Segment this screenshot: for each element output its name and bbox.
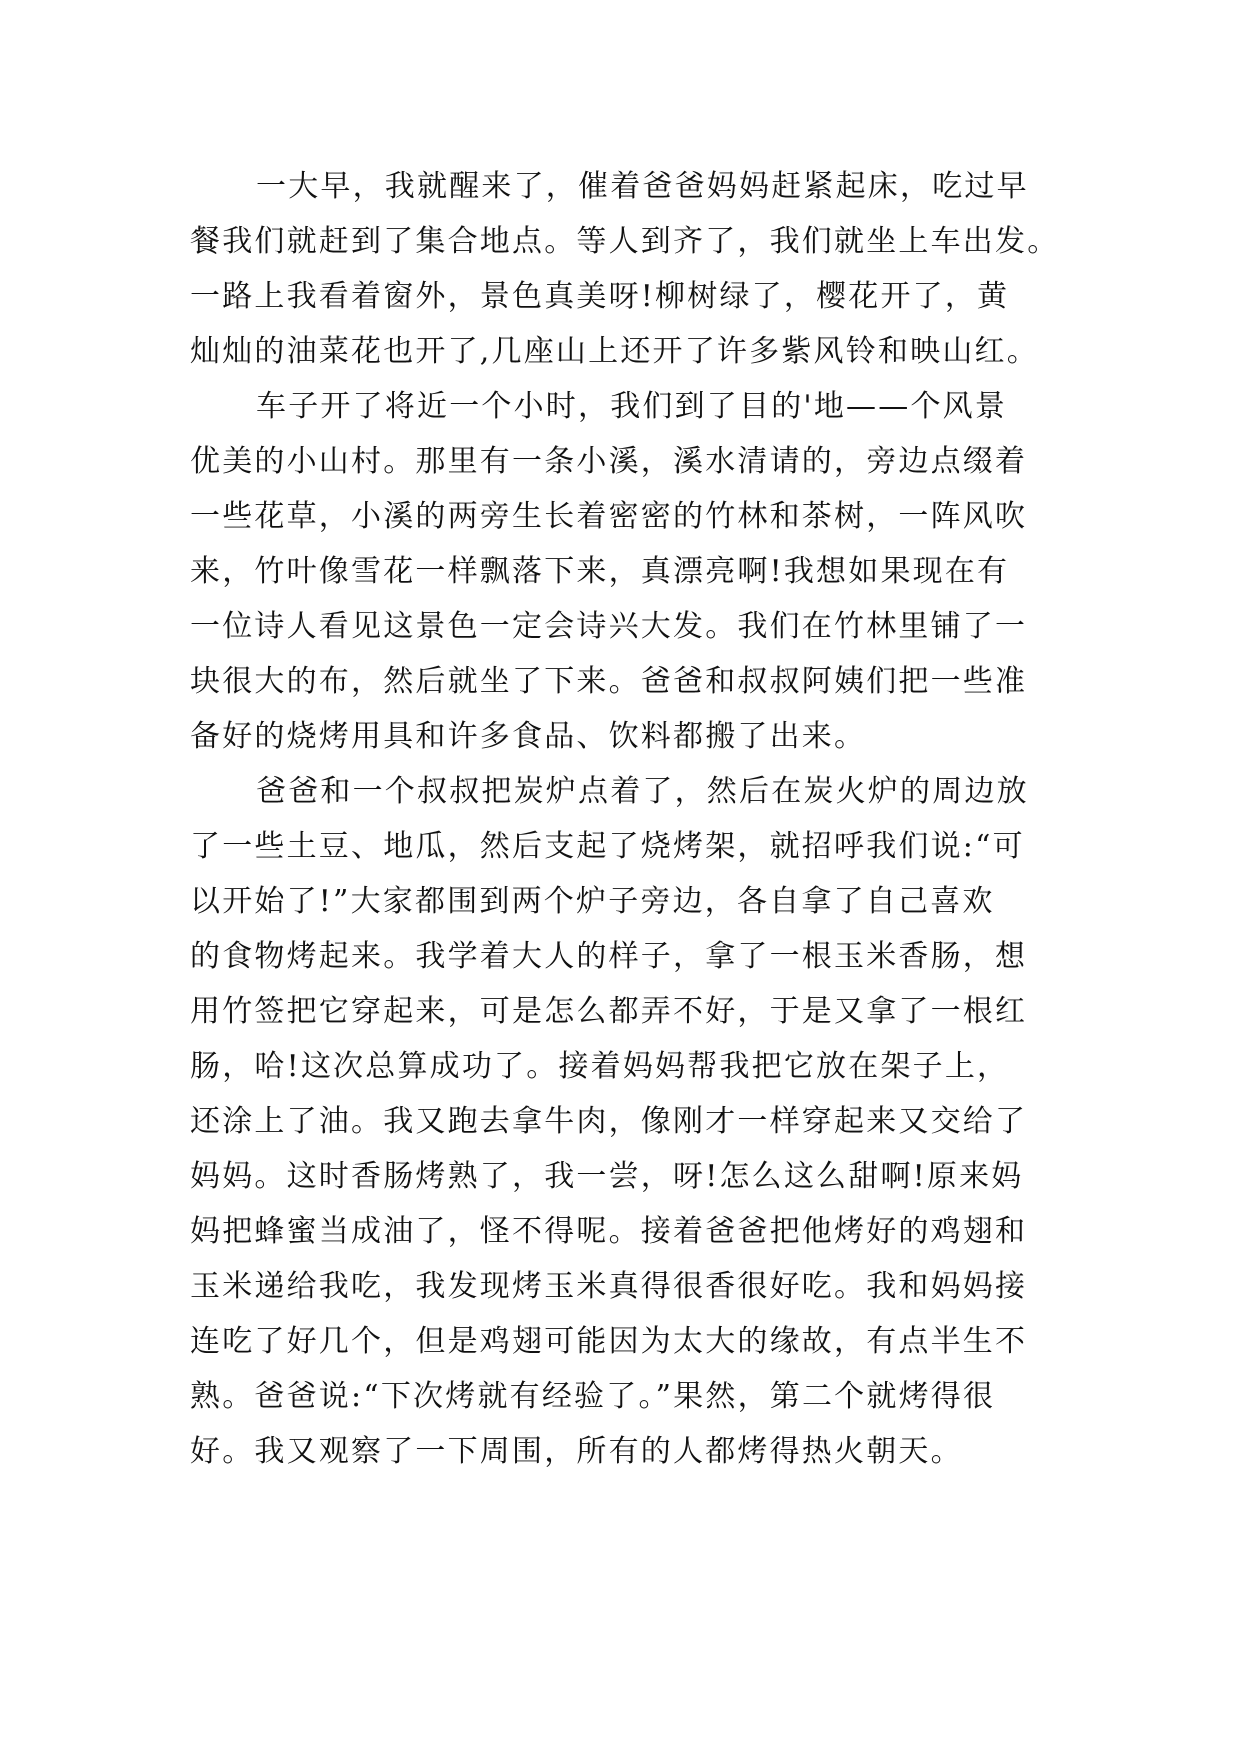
text-line: 爸爸和一个叔叔把炭炉点着了，然后在炭火炉的周边放 xyxy=(256,774,1029,809)
text-line: 妈妈。这时香肠烤熟了，我一尝，呀!怎么这么甜啊!原来妈 xyxy=(190,1159,1024,1194)
text-line: 玉米递给我吃，我发现烤玉米真得很香很好吃。我和妈妈接 xyxy=(190,1269,1028,1304)
text-line: 优美的小山村。那里有一条小溪，溪水清请的，旁边点缀着 xyxy=(190,444,1028,479)
paragraph-3 xyxy=(190,764,1070,1479)
text-line: 块很大的布，然后就坐了下来。爸爸和叔叔阿姨们把一些准 xyxy=(190,664,1028,699)
text-line: 餐我们就赶到了集合地点。等人到齐了，我们就坐上车出发。 xyxy=(190,224,1060,259)
text-line: 用竹签把它穿起来，可是怎么都弄不好，于是又拿了一根红 xyxy=(190,994,1028,1029)
text-line: 的食物烤起来。我学着大人的样子，拿了一根玉米香肠，想 xyxy=(190,939,1028,974)
text-line: 好。我又观察了一下周围，所有的人都烤得热火朝天。 xyxy=(190,1434,963,1469)
text-line: 备好的烧烤用具和许多食品、饮料都搬了出来。 xyxy=(190,719,867,754)
text-line: 车子开了将近一个小时，我们到了目的'地——个风景 xyxy=(256,389,1008,424)
text-line: 来，竹叶像雪花一样飘落下来，真漂亮啊!我想如果现在有 xyxy=(190,554,1010,589)
body-text xyxy=(190,159,1070,1479)
text-line: 以开始了!”大家都围到两个炉子旁边，各自拿了自己喜欢 xyxy=(190,884,995,919)
text-line: 还涂上了油。我又跑去拿牛肉，像刚才一样穿起来又交给了 xyxy=(190,1104,1028,1139)
text-line: 熟。爸爸说:“下次烤就有经验了。”果然，第二个就烤得很 xyxy=(190,1379,996,1414)
text-line: 肠，哈!这次总算成功了。接着妈妈帮我把它放在架子上， xyxy=(190,1049,1010,1084)
text-line: 妈把蜂蜜当成油了，怪不得呢。接着爸爸把他烤好的鸡翅和 xyxy=(190,1214,1028,1249)
text-line: 一路上我看着窗外，景色真美呀!柳树绿了，樱花开了，黄 xyxy=(190,279,1010,314)
paragraph-2 xyxy=(190,379,1070,764)
text-line: 了一些土豆、地瓜，然后支起了烧烤架，就招呼我们说:“可 xyxy=(190,829,1025,864)
text-line: 一大早，我就醒来了，催着爸爸妈妈赶紧起床，吃过早 xyxy=(256,169,1029,204)
text-line: 灿灿的油菜花也开了,几座山上还开了许多紫风铃和映山红。 xyxy=(190,334,1039,369)
text-line: 连吃了好几个，但是鸡翅可能因为太大的缘故，有点半生不 xyxy=(190,1324,1028,1359)
paragraph-1 xyxy=(190,159,1070,379)
text-line: 一位诗人看见这景色一定会诗兴大发。我们在竹林里铺了一 xyxy=(190,609,1028,644)
text-line: 一些花草，小溪的两旁生长着密密的竹林和茶树，一阵风吹 xyxy=(190,499,1028,534)
